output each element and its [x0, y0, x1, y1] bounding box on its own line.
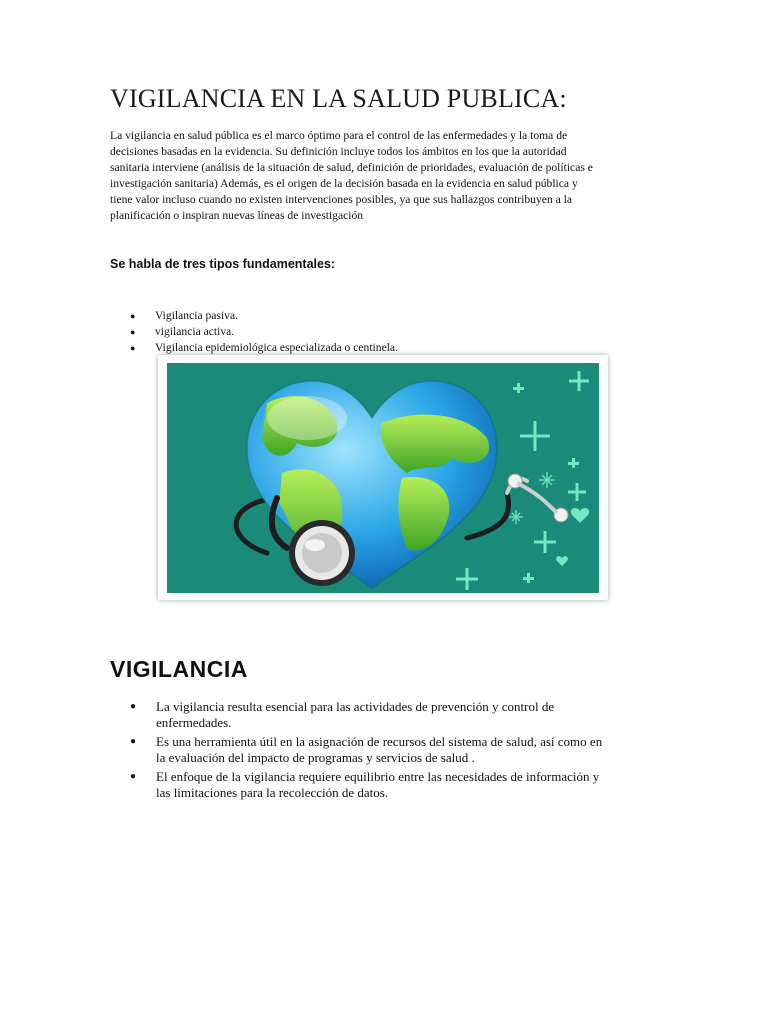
list-item [130, 324, 398, 340]
intro-line: investigación sanitaria) Además, es el origen de la decisión basada en la evidencia en salud pública y [110, 177, 578, 190]
heart-globe-stethoscope-icon [167, 363, 599, 593]
page-title: VIGILANCIA EN LA SALUD PUBLICA: [110, 84, 567, 113]
intro-line: La vigilancia en salud pública es el marco óptimo para el control de las enfermedades y la toma de [110, 129, 568, 142]
bullet-icon: ● [130, 736, 137, 747]
list-item [130, 308, 398, 324]
section-title: VIGILANCIA [110, 656, 248, 682]
health-illustration [158, 355, 608, 600]
list-item [130, 769, 690, 801]
intro-line: sanitaria interviene (análisis de la situación de salud, definición de prioridades, evaluación de políticas e [110, 161, 593, 174]
bullet-icon: ● [130, 771, 137, 782]
vigilancia-points-list [130, 699, 690, 804]
list-item [130, 699, 690, 731]
list-item-text: Vigilancia epidemiológica especializada o centinela. [155, 341, 398, 354]
list-item-text: la evaluación del impacto de programas y servicios de salud . [156, 750, 475, 765]
intro-line: planificación o inspiran nuevas líneas de investigación [110, 209, 364, 222]
types-subheading: Se habla de tres tipos fundamentales: [110, 257, 336, 271]
list-item-text: enfermedades. [156, 715, 232, 730]
bullet-icon: ● [130, 327, 136, 337]
bullet-icon: ● [130, 343, 136, 353]
list-item-text: las limitaciones para la recolección de datos. [156, 785, 389, 800]
intro-paragraph [110, 128, 630, 224]
bullet-icon: ● [130, 311, 136, 321]
list-item-text: Es una herramienta útil en la asignación de recursos del sistema de salud, así como en [156, 734, 603, 749]
list-item-text: El enfoque de la vigilancia requiere equilibrio entre las necesidades de información y [156, 769, 600, 784]
list-item-text: vigilancia activa. [155, 325, 235, 338]
list-item-text: La vigilancia resulta esencial para las actividades de prevención y control de [156, 699, 555, 714]
types-list [130, 308, 398, 356]
list-item [130, 734, 690, 766]
list-item [130, 340, 398, 356]
list-item-text: Vigilancia pasiva. [155, 309, 239, 322]
intro-line: tiene valor incluso cuando no existen intervenciones posibles, ya que sus hallazgos contribuyen a la [110, 193, 573, 206]
intro-line: decisiones basadas en la evidencia. Su definición incluye todos los ámbitos en los que la autoridad [110, 145, 567, 158]
bullet-icon: ● [130, 701, 137, 712]
